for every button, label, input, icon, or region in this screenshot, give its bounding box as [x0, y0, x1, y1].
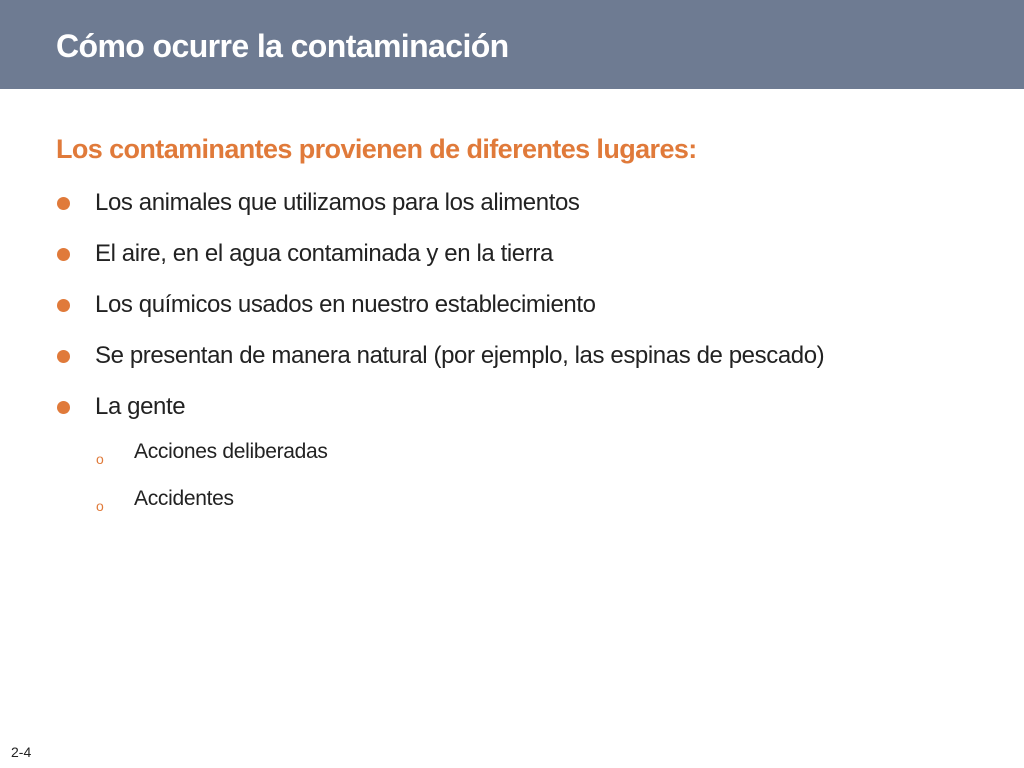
sub-list-item: [94, 434, 328, 481]
sub-list-item-text: Acciones deliberadas: [134, 440, 328, 463]
list-item-text: Se presentan de manera natural (por ejemplo, las espinas de pescado): [95, 342, 825, 369]
hollow-circle-icon: o: [96, 451, 104, 467]
slide-title: Cómo ocurre la contaminación: [56, 28, 509, 64]
list-item: [56, 184, 824, 235]
list-item: [56, 388, 824, 439]
sub-bullet-list: [94, 434, 328, 528]
title-bar: [0, 0, 1024, 89]
list-item-text: La gente: [95, 393, 186, 420]
hollow-circle-icon: o: [96, 498, 104, 514]
page-number: 2-4: [11, 744, 32, 760]
bullet-list: [56, 184, 824, 439]
sub-list-item: [94, 481, 328, 528]
bullet-dot-icon: [57, 299, 70, 312]
bullet-dot-icon: [57, 401, 70, 414]
list-item-text: Los animales que utilizamos para los alimentos: [95, 189, 580, 216]
list-item: [56, 235, 824, 286]
bullet-dot-icon: [57, 248, 70, 261]
bullet-dot-icon: [57, 350, 70, 363]
list-item: [56, 286, 824, 337]
sub-list-item-text: Accidentes: [134, 487, 234, 510]
subheading: Los contaminantes provienen de diferentes lugares:: [56, 134, 697, 164]
list-item-text: El aire, en el agua contaminada y en la tierra: [95, 240, 553, 267]
list-item: [56, 337, 824, 388]
bullet-dot-icon: [57, 197, 70, 210]
list-item-text: Los químicos usados en nuestro establecimiento: [95, 291, 596, 318]
